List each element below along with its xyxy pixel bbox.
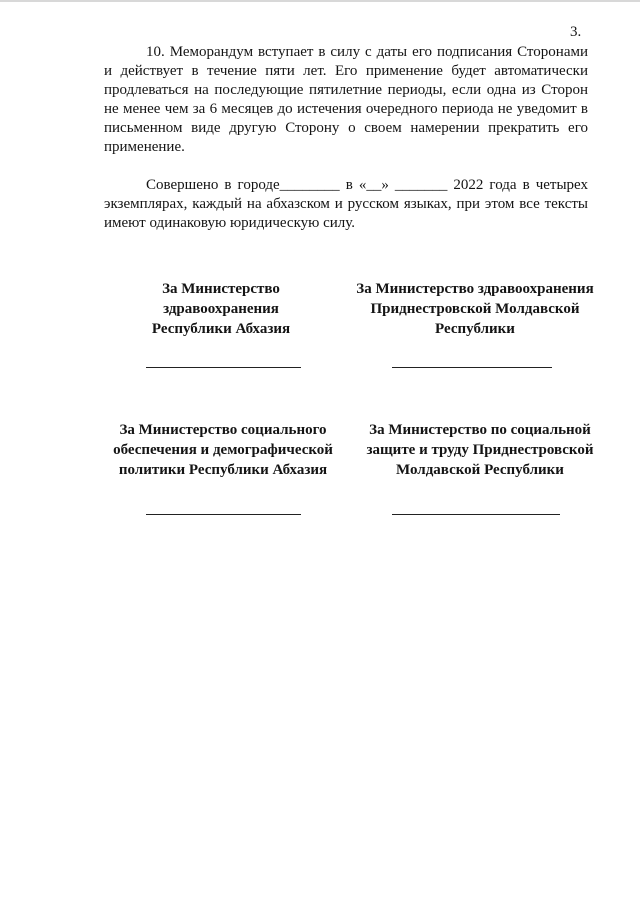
scan-edge-shadow bbox=[0, 0, 640, 2]
signature-label-line: Молдавской Республики bbox=[396, 462, 564, 478]
signature-label-line: политики Республики Абхазия bbox=[118, 462, 328, 478]
signature-label-line: обеспечения и демографической bbox=[113, 442, 333, 458]
signature-label-line: Республики bbox=[435, 321, 515, 337]
signature-line-health-pmr bbox=[392, 367, 552, 368]
signature-label-line: За Министерство здравоохранения bbox=[356, 281, 594, 297]
signature-label-line: Республики Абхазия bbox=[151, 321, 291, 337]
signature-label-line: защите и труду Приднестровской bbox=[366, 442, 594, 458]
signature-label-line: За Министерство социального bbox=[119, 422, 327, 438]
signature-label-line: Приднестровской Молдавской bbox=[370, 301, 580, 317]
signature-block-social-pmr bbox=[352, 420, 608, 480]
signature-label-line: За Министерство по социальной bbox=[369, 422, 591, 438]
paragraph-done: Совершено в городе________ в «__» _______ 2022 года в четырех экземплярах, каждый на абхазском и русском языках, при этом все тексты имеют одинаковую юридическую силу. bbox=[104, 177, 588, 231]
page-number: 3. bbox=[570, 24, 582, 40]
signature-block-social-abkhazia bbox=[100, 420, 346, 480]
signature-line-social-pmr bbox=[392, 514, 560, 515]
signature-line-health-abkhazia bbox=[146, 367, 301, 368]
signature-block-health-abkhazia bbox=[116, 279, 326, 339]
signature-line-social-abkhazia bbox=[146, 514, 301, 515]
signature-label-line: За Министерство bbox=[162, 281, 280, 297]
signature-block-health-pmr bbox=[340, 279, 610, 339]
signature-label-line: здравоохранения bbox=[163, 301, 279, 317]
paragraph-10: 10. Меморандум вступает в силу с даты его подписания Сторонами и действует в течение пяти лет. Его применение будет автоматически продлеваться на последующие пятилетние периоды, если одна из Сторон не менее чем за 6 месяцев до истечения очередного периода не уведомит в письменном виде другую Сторону о своем намерении прекратить его применение. bbox=[104, 44, 588, 155]
